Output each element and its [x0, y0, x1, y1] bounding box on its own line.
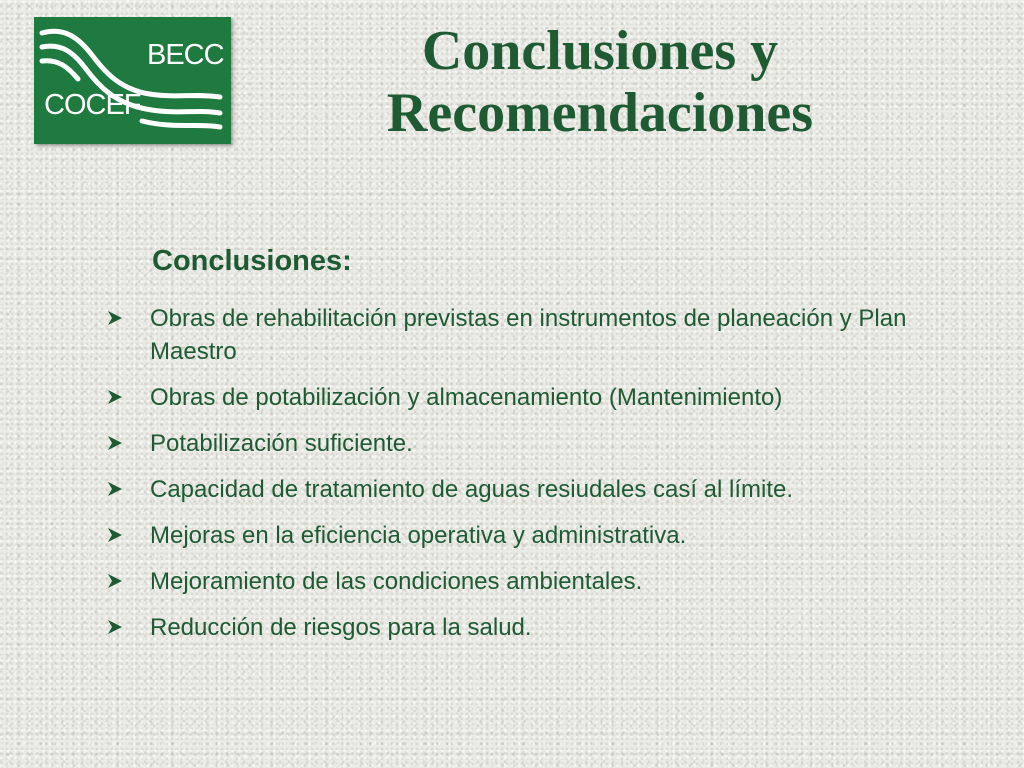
bullet-item — [104, 611, 984, 644]
arrowhead-bullet-icon — [106, 434, 124, 452]
bullet-text: Mejoramiento de las condiciones ambientales. — [150, 568, 643, 595]
arrowhead-bullet-icon — [106, 309, 124, 327]
bullet-item — [104, 302, 984, 368]
bullet-item — [104, 473, 984, 506]
becc-cocef-logo — [34, 17, 231, 144]
arrowhead-bullet-icon — [106, 572, 124, 590]
section-heading: Conclusiones: — [152, 245, 352, 277]
slide-title-line-1: Conclusiones y — [421, 20, 779, 82]
arrowhead-bullet-icon — [106, 526, 124, 544]
bullet-list — [104, 302, 984, 657]
bullet-item — [104, 381, 984, 414]
logo-text-cocef: COCEF — [44, 89, 141, 121]
bullet-text: Reducción de riesgos para la salud. — [150, 614, 532, 641]
bullet-item — [104, 519, 984, 552]
bullet-text: Mejoras en la eficiencia operativa y administrativa. — [150, 522, 687, 549]
slide-title — [300, 20, 900, 144]
bullet-text: Capacidad de tratamiento de aguas resiudales casí al límite. — [150, 476, 794, 503]
arrowhead-bullet-icon — [106, 618, 124, 636]
bullet-text: Obras de rehabilitación previstas en instrumentos de planeación y Plan Maestro — [150, 305, 907, 365]
logo-text-becc: BECC — [147, 39, 224, 71]
arrowhead-bullet-icon — [106, 480, 124, 498]
bullet-item — [104, 565, 984, 598]
river-waves-icon — [34, 17, 231, 144]
arrowhead-bullet-icon — [106, 388, 124, 406]
bullet-text: Obras de potabilización y almacenamiento (Mantenimiento) — [150, 384, 783, 411]
bullet-text: Potabilización suficiente. — [150, 430, 413, 457]
bullet-item — [104, 427, 984, 460]
slide-title-line-2: Recomendaciones — [386, 82, 814, 144]
